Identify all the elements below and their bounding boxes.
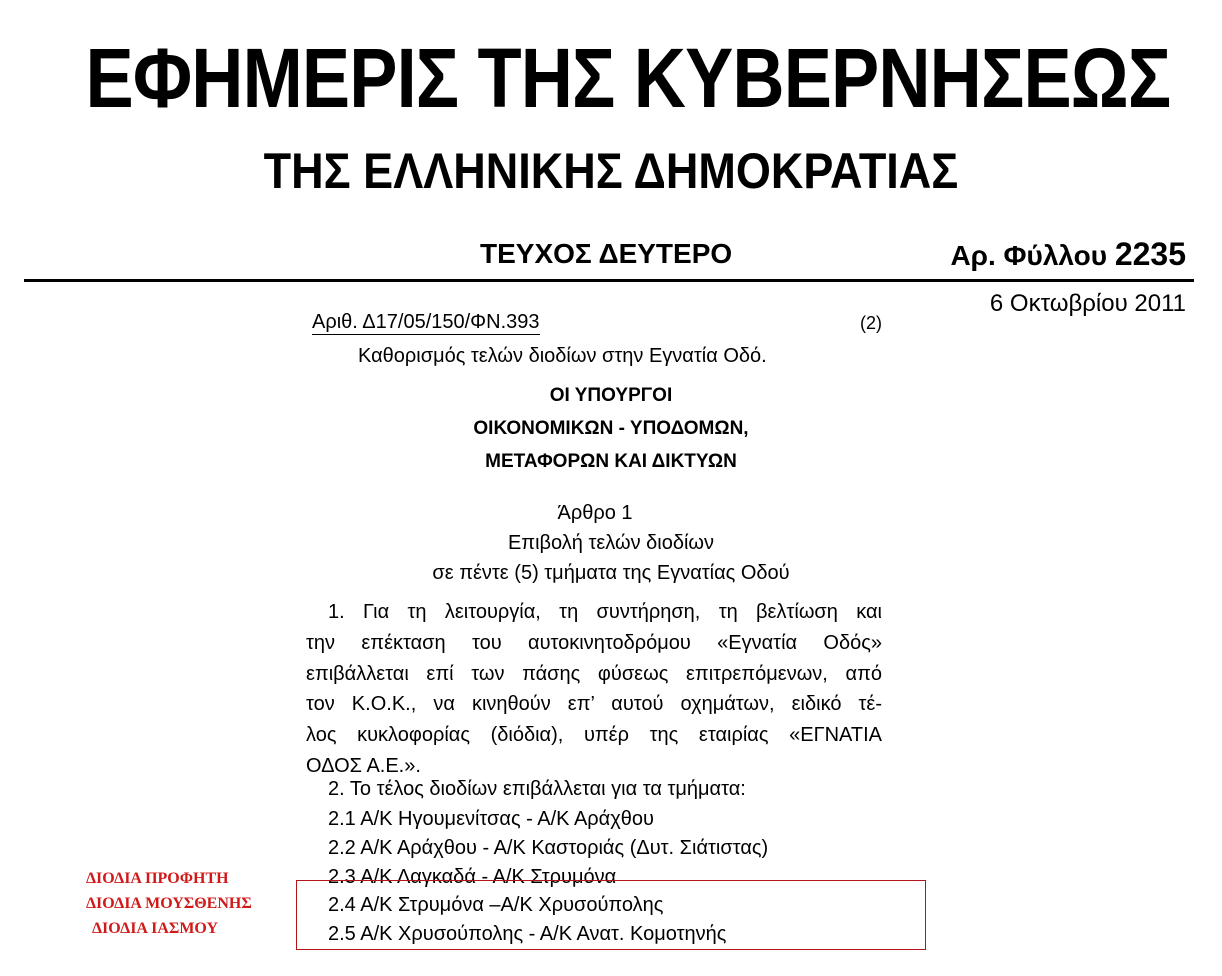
gazette-subtitle: ΤΗΣ ΕΛΛΗΝΙΚΗΣ ΔΗΜΟΚΡΑΤΙΑΣ xyxy=(263,143,959,199)
decision-subject: Καθορισμός τελών διοδίων στην Εγνατία Οδό. xyxy=(358,345,767,367)
header-rule xyxy=(24,279,1194,282)
tollbooth-label: ΔΙΟΔΙΑ ΙΑΣΜΟΥ xyxy=(92,920,219,937)
issue-date: 6 Οκτωβρίου 2011 xyxy=(989,290,1186,317)
section-item: 2.1 Α/Κ Ηγουμενίτσας - Α/Κ Αράχθου xyxy=(328,808,654,830)
paragraph-1-line: τον Κ.Ο.Κ., να κινηθούν επ’ αυτού οχημάτων, ειδικό τέ- xyxy=(306,693,882,716)
paragraph-1-line: την επέκταση του αυτοκινητοδρόμου «Εγνατία Οδός» xyxy=(306,631,882,654)
sheet-number xyxy=(950,236,1186,273)
ministers-heading-line-1: ΟΙ ΥΠΟΥΡΓΟΙ xyxy=(549,385,673,406)
article-title-line-1: Επιβολή τελών διοδίων xyxy=(507,532,715,554)
section-item: 2.3 Α/Κ Λαγκαδά - Α/Κ Στρυμόνα xyxy=(328,866,617,888)
paragraph-1 xyxy=(306,597,882,782)
paragraph-2: 2. Το τέλος διοδίων επιβάλλεται για τα τμήματα: xyxy=(328,778,746,800)
decision-number-text: Αριθ. Δ17/05/150/ΦΝ.393 xyxy=(312,311,540,333)
paragraph-1-line: 1. Για τη λειτουργία, τη συντήρηση, τη βελτίωση και xyxy=(328,601,882,623)
decision-number xyxy=(312,309,540,335)
article-title-line-2: σε πέντε (5) τμήματα της Εγνατίας Οδού xyxy=(432,562,790,584)
section-item: 2.5 Α/Κ Χρυσούπολης - Α/Κ Ανατ. Κομοτηνής xyxy=(328,923,727,945)
decision-reference: (2) xyxy=(860,313,882,333)
paragraph-1-line: επιβάλλεται επί των πάσης φύσεως επιτρεπόμενων, από xyxy=(306,662,882,685)
section-item: 2.4 Α/Κ Στρυμόνα –Α/Κ Χρυσούπολης xyxy=(328,894,664,916)
sheet-number-value: 2235 xyxy=(1114,236,1186,272)
issue-series: ΤΕΥΧΟΣ ΔΕΥΤΕΡΟ xyxy=(480,238,733,269)
paragraph-1-line: λος κυκλοφορίας (διόδια), υπέρ της εταιρίας «ΕΓΝΑΤΙΑ xyxy=(306,724,882,747)
highlight-box xyxy=(296,880,926,950)
paragraph-1-line: ΟΔΟΣ Α.Ε.». xyxy=(306,754,421,777)
tollbooth-annotation xyxy=(86,866,252,941)
ministers-heading-line-3: ΜΕΤΑΦΟΡΩΝ ΚΑΙ ΔΙΚΤΥΩΝ xyxy=(485,451,737,472)
tollbooth-label: ΔΙΟΔΙΑ ΠΡΟΦΗΤΗ xyxy=(86,870,229,887)
sheet-number-label: Αρ. Φύλλου xyxy=(950,240,1108,271)
section-item: 2.2 Α/Κ Αράχθου - Α/Κ Καστοριάς (Δυτ. Σιάτιστας) xyxy=(328,837,769,859)
gazette-title: ΕΦΗΜΕΡΙΣ ΤΗΣ ΚΥΒΕΡΝΗΣΕΩΣ xyxy=(85,31,1171,125)
ministers-heading-line-2: ΟΙΚΟΝΟΜΙΚΩΝ - ΥΠΟΔΟΜΩΝ, xyxy=(473,418,749,439)
article-number: Άρθρο 1 xyxy=(557,502,633,524)
tollbooth-label: ΔΙΟΔΙΑ ΜΟΥΣΘΕΝΗΣ xyxy=(86,895,252,912)
